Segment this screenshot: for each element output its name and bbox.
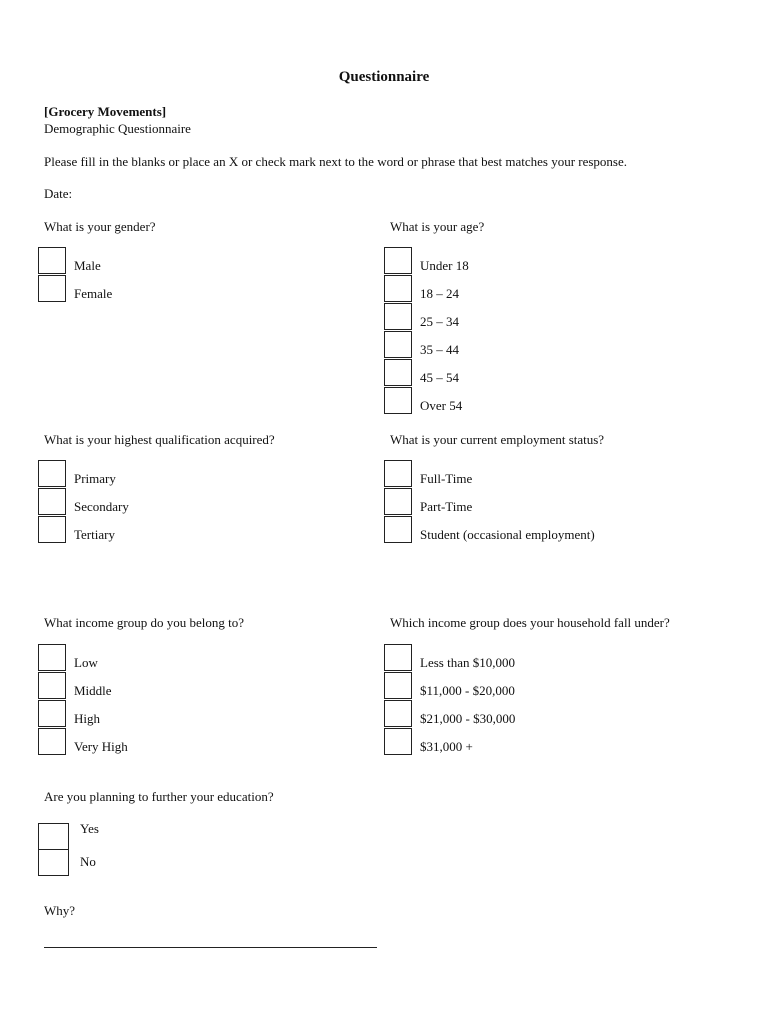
education-question: Are you planning to further your education? [44,789,274,804]
gender-male-checkbox[interactable] [38,247,66,274]
household-31k-plus-label: $31,000 + [420,739,473,754]
qualification-question: What is your highest qualification acquired? [44,432,275,447]
age-over54-label: Over 54 [420,398,463,413]
qualification-secondary-label: Secondary [74,499,129,514]
employment-student-label: Student (occasional employment) [420,527,595,542]
age-35-44-label: 35 – 44 [420,342,459,357]
household-question: Which income group does your household fall under? [390,615,670,630]
date-label: Date: [44,186,73,201]
income-middle-checkbox[interactable] [38,672,66,699]
household-21k-30k-checkbox[interactable] [384,700,412,727]
qualification-primary-label: Primary [74,471,116,486]
income-low-checkbox[interactable] [38,644,66,671]
age-45-54-checkbox[interactable] [384,359,412,386]
household-11k-20k-checkbox[interactable] [384,672,412,699]
why-label: Why? [44,903,76,918]
qualification-secondary-checkbox[interactable] [38,488,66,515]
age-over54-checkbox[interactable] [384,387,412,414]
income-question: What income group do you belong to? [44,615,245,630]
employment-question: What is your current employment status? [390,432,605,447]
why-answer-line[interactable] [44,947,377,948]
instructions: Please fill in the blanks or place an X or check mark next to the word or phrase that best matches your response. [44,154,628,169]
age-question: What is your age? [390,219,485,234]
household-31k-plus-checkbox[interactable] [384,728,412,755]
age-18-24-label: 18 – 24 [420,286,459,301]
survey-name: [Grocery Movements] [44,104,167,119]
household-11k-20k-label: $11,000 - $20,000 [420,683,515,698]
age-25-34-checkbox[interactable] [384,303,412,330]
education-no-checkbox[interactable] [38,849,69,876]
household-21k-30k-label: $21,000 - $30,000 [420,711,516,726]
page-title: Questionnaire [338,69,430,85]
income-middle-label: Middle [74,683,112,698]
age-45-54-label: 45 – 54 [420,370,459,385]
employment-fulltime-checkbox[interactable] [384,460,412,487]
education-no-label: No [80,854,96,869]
subtitle: Demographic Questionnaire [44,121,191,136]
income-low-label: Low [74,655,98,670]
education-yes-label: Yes [80,821,99,836]
employment-student-checkbox[interactable] [384,516,412,543]
employment-parttime-label: Part-Time [420,499,473,514]
gender-question: What is your gender? [44,219,156,234]
income-high-label: High [74,711,100,726]
age-18-24-checkbox[interactable] [384,275,412,302]
age-25-34-label: 25 – 34 [420,314,459,329]
gender-female-checkbox[interactable] [38,275,66,302]
gender-female-label: Female [74,286,113,301]
employment-fulltime-label: Full-Time [420,471,473,486]
qualification-tertiary-checkbox[interactable] [38,516,66,543]
household-under10k-checkbox[interactable] [384,644,412,671]
qualification-tertiary-label: Tertiary [74,527,115,542]
employment-parttime-checkbox[interactable] [384,488,412,515]
age-35-44-checkbox[interactable] [384,331,412,358]
age-under18-checkbox[interactable] [384,247,412,274]
education-yes-checkbox[interactable] [38,823,69,850]
gender-male-label: Male [74,258,101,273]
household-under10k-label: Less than $10,000 [420,655,515,670]
income-high-checkbox[interactable] [38,700,66,727]
income-veryhigh-checkbox[interactable] [38,728,66,755]
age-under18-label: Under 18 [420,258,469,273]
income-veryhigh-label: Very High [74,739,128,754]
qualification-primary-checkbox[interactable] [38,460,66,487]
